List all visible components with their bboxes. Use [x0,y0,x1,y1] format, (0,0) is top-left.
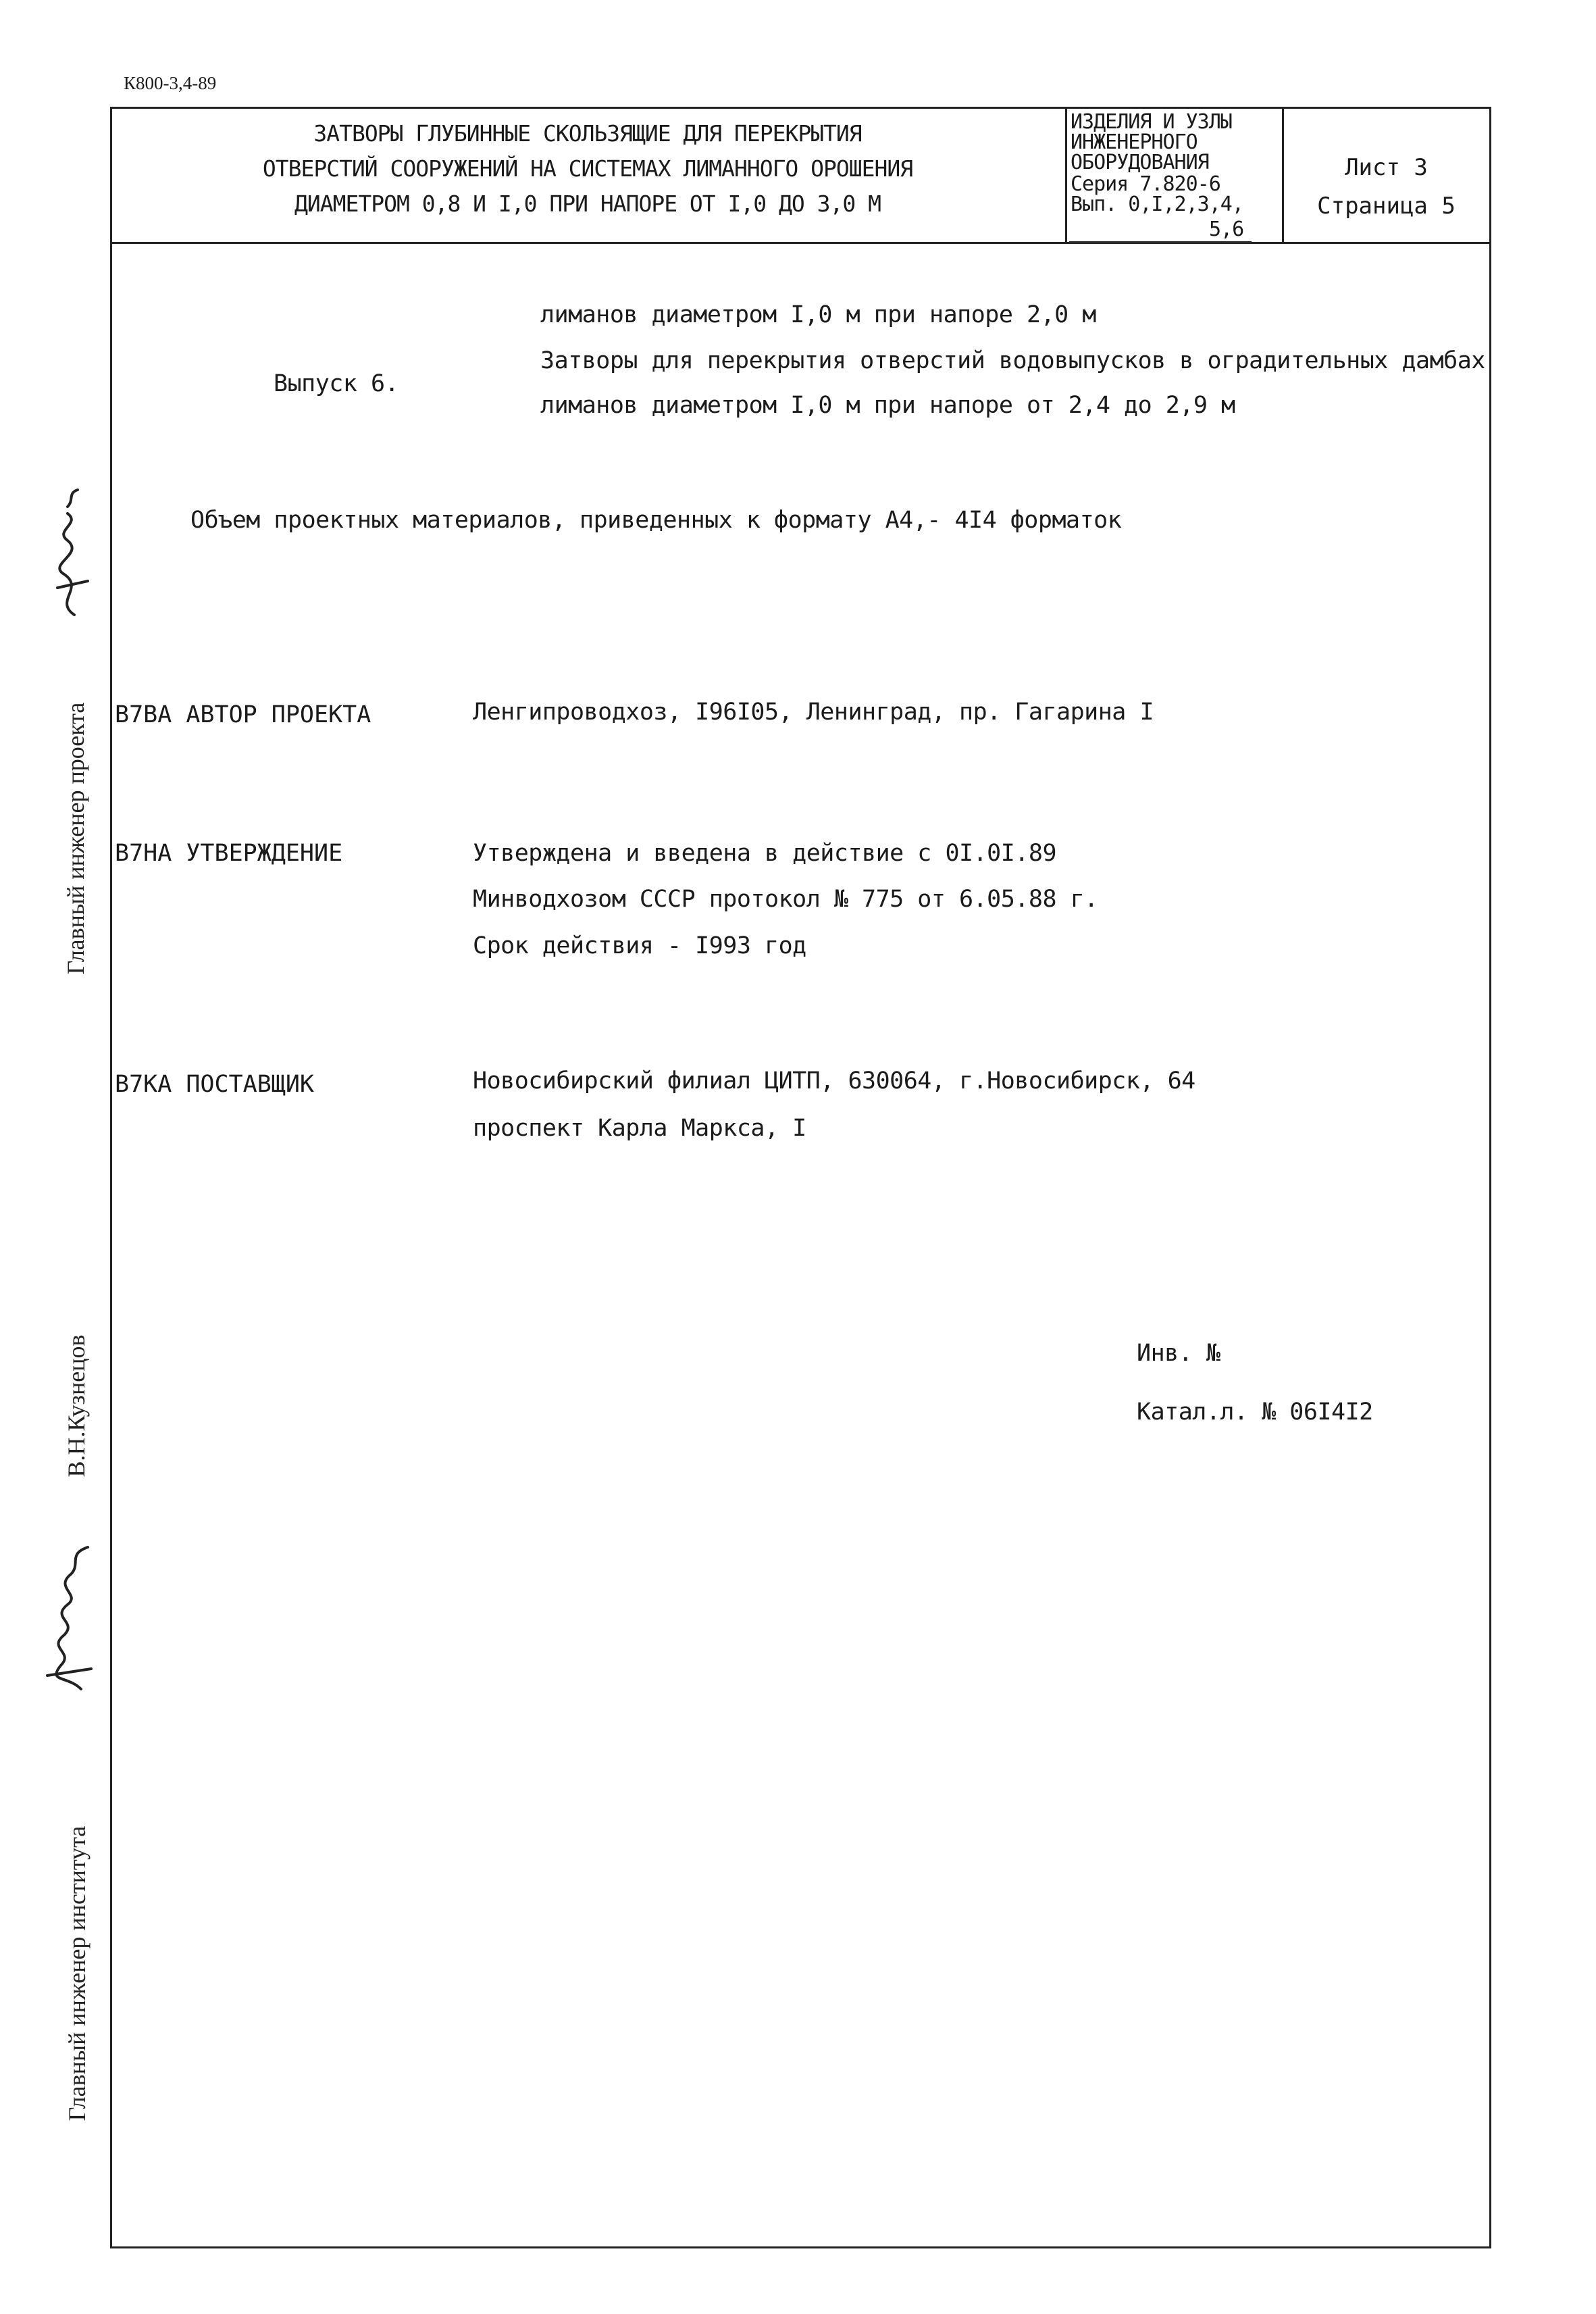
supplier-line: проспект Карла Маркса, I [473,1115,806,1142]
series-line: 5,6 [1209,218,1244,241]
document-title-line: ЗАТВОРЫ ГЛУБИННЫЕ СКОЛЬЗЯЩИЕ ДЛЯ ПЕРЕКРЫТИЯ [313,120,862,147]
inventory-number: Инв. № [1137,1340,1220,1367]
approval-line: Утверждена и введена в действие с 0I.0I.89 [473,840,1057,867]
issue-label: Выпуск 6. [274,370,399,397]
author-text: Ленгипроводхоз, I96I05, Ленинград, пр. Гагарина I [473,699,1154,726]
approval-line: Минводхозом СССР протокол № 775 от 6.05.88 г. [473,886,1098,913]
document-title-line: ДИАМЕТРОМ 0,8 И I,0 ПРИ НАПОРЕ ОТ I,0 ДО 3,0 М [294,191,881,217]
issue-description-line: Затворы для перекрытия отверстий водовыпусков в оградительных дамбах [540,347,1485,374]
side-caption-chief-institute-engineer: Главный инженер института [63,1826,91,2121]
issue-description-line: лиманов диаметром I,0 м при напоре от 2,4 до 2,9 м [540,392,1235,419]
document-title-line: ОТВЕРСТИЙ СООРУЖЕНИЙ НА СИСТЕМАХ ЛИМАННОГО ОРОШЕНИЯ [262,155,913,182]
author-label: В7ВА АВТОР ПРОЕКТА [115,701,371,728]
sheet-number: Лист 3 [1345,154,1428,181]
approval-line: Срок действия - I993 год [473,932,806,959]
approval-label: В7НА УТВЕРЖДЕНИЕ [115,840,343,867]
supplier-line: Новосибирский филиал ЦИТП, 630064, г.Новосибирск, 64 [473,1067,1195,1095]
series-line: ИНЖЕНЕРНОГО [1071,130,1198,154]
signature-icon [27,486,101,622]
signature-icon [27,1540,101,1696]
side-caption-kuznetsov: В.Н.Кузнецов [63,1334,90,1478]
side-caption-chief-project-engineer: Главный инженер проекта [62,702,89,975]
page-number: Страница 5 [1317,193,1456,220]
series-underline [1069,241,1252,243]
title-block-divider [1065,107,1067,244]
catalog-number: Катал.л. № 06I4I2 [1137,1399,1373,1426]
volume-statement: Объем проектных материалов, приведенных к формату А4,- 4I4 форматок [190,507,1122,534]
series-line: ОБОРУДОВАНИЯ [1071,151,1209,174]
page-frame [110,107,1491,2248]
issue-description-line: лиманов диаметром I,0 м при напоре 2,0 м [540,301,1096,328]
supplier-label: В7КА ПОСТАВЩИК [115,1071,315,1098]
series-line: Серия 7.820-6 [1071,172,1220,196]
document-code: К800-3,4-89 [124,73,217,93]
series-line: Вып. 0,I,2,3,4, [1071,193,1243,216]
series-line: ИЗДЕЛИЯ И УЗЛЫ [1071,110,1232,134]
